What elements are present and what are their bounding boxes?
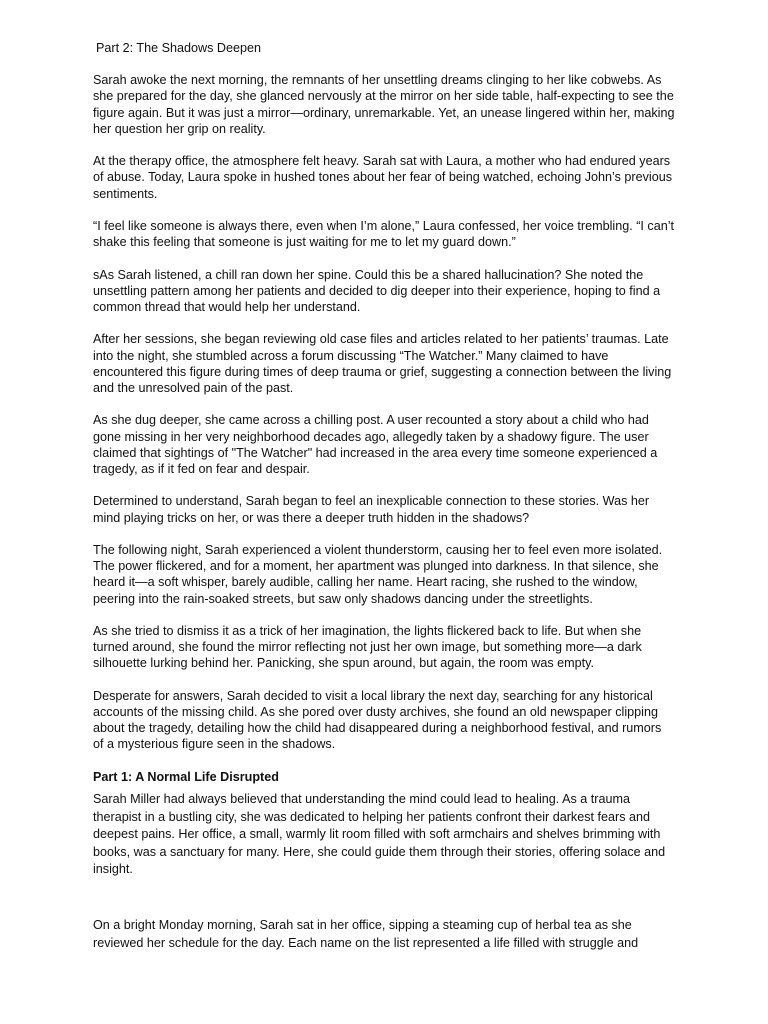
document-page xyxy=(93,40,675,952)
part1-paragraph-1: Sarah Miller had always believed that understanding the mind could lead to healing. As a trauma therapist in a bustling city, she was dedicated to helping her patients confront their darkest fears and deepest pains. Her office, a small, warmly lit room filled with soft armchairs and shelves brimming with books, was a sanctuary for many. Here, she could guide them through their stories, offering solace and insight. xyxy=(93,791,666,877)
part2-paragraph-5: After her sessions, she began reviewing old case files and articles related to her patients’ traumas. Late into the night, she stumbled across a forum discussing “The Watcher.” Many claimed to have encountered this figure during times of deep trauma or grief, suggesting a connection between the living and the unresolved pain of the past. xyxy=(93,332,672,395)
part2-paragraph-8: The following night, Sarah experienced a violent thunderstorm, causing her to feel even more isolated. The power flickered, and for a moment, her apartment was plunged into darkness. In that silence, she heard it—a soft whisper, barely audible, calling her name. Heart racing, she rushed to the window, peering into the rain-soaked streets, but saw only shadows dancing under the streetlights. xyxy=(93,542,663,606)
part2-paragraph-6: As she dug deeper, she came across a chilling post. A user recounted a story about a child who had gone missing in her very neighborhood decades ago, allegedly taken by a shadowy figure. The user claimed that sightings of "The Watcher" had increased in the area every time someone experienced a tragedy, as if it fed on fear and despair. xyxy=(93,413,658,476)
part2-paragraph-9: As she tried to dismiss it as a trick of her imagination, the lights flickered back to life. But when she turned around, she found the mirror reflecting not just her own image, but something more—a dark silhouette lurking behind her. Panicking, she spun around, but again, the room was empty. xyxy=(93,623,642,671)
part2-paragraph-10: Desperate for answers, Sarah decided to visit a local library the next day, searching for any historical accounts of the missing child. As she pored over dusty archives, she found an old newspaper clipping about the tragedy, detailing how the child had disappeared during a neighborhood festival, and rumors of a mysterious figure seen in the shadows. xyxy=(93,688,662,752)
part2-paragraph-7: Determined to understand, Sarah began to feel an inexplicable connection to these stories. Was her mind playing tricks on her, or was there a deeper truth hidden in the shadows? xyxy=(93,494,650,525)
part1-paragraph-2: On a bright Monday morning, Sarah sat in her office, sipping a steaming cup of herbal tea as she reviewed her schedule for the day. Each name on the list represented a life filled with struggle and xyxy=(93,917,639,950)
part2-paragraph-2: At the therapy office, the atmosphere felt heavy. Sarah sat with Laura, a mother who had endured years of abuse. Today, Laura spoke in hushed tones about her fear of being watched, echoing John’s previous sentiments. xyxy=(93,154,673,201)
part2-heading: Part 2: The Shadows Deepen xyxy=(96,41,261,55)
part2-paragraph-4: sAs Sarah listened, a chill ran down her spine. Could this be a shared hallucination? She noted the unsettling pattern among her patients and decided to dig deeper into their experience, hoping to find a common thread that would help her understand. xyxy=(93,267,661,314)
part2-paragraph-1: Sarah awoke the next morning, the remnants of her unsettling dreams clinging to her like cobwebs. As she prepared for the day, she glanced nervously at the mirror on her side table, half-expecting to see the figure again. But it was just a mirror—ordinary, unremarkable. Yet, an unease lingered within her, making her question her grip on reality. xyxy=(93,73,675,136)
part1-heading: Part 1: A Normal Life Disrupted xyxy=(93,769,279,784)
part2-paragraph-3: “I feel like someone is always there, even when I’m alone,” Laura confessed, her voice trembling. “I can’t shake this feeling that someone is just waiting for me to let my guard down.” xyxy=(93,219,674,250)
